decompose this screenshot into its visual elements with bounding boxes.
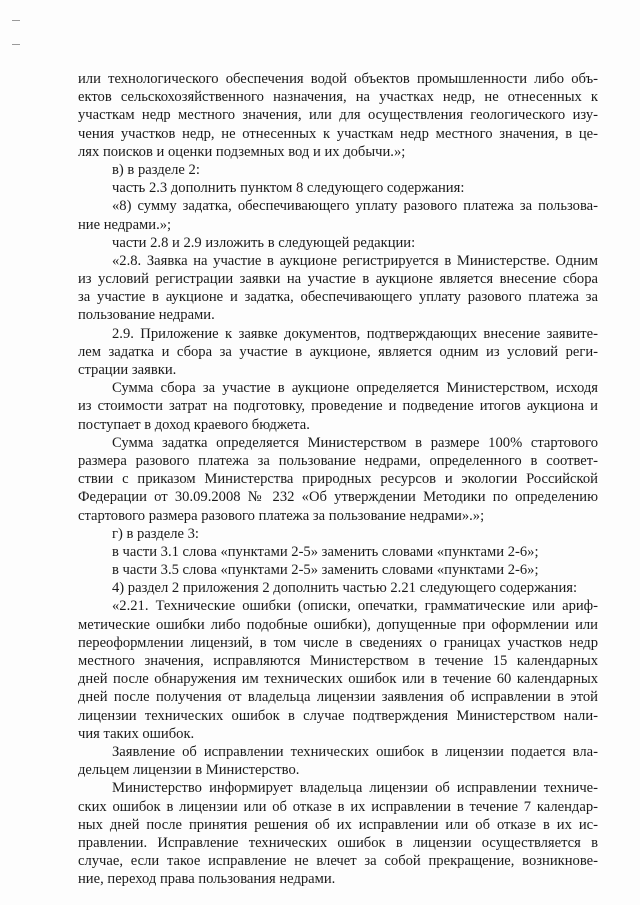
- text-line: ние, переход права пользования недрами.: [78, 871, 336, 888]
- text-line: ных дней после принятия решения об их исправлении или об отказе в их ис-: [78, 816, 598, 833]
- text-line: стартового размера разового платежа за пользование недрами».»;: [78, 507, 485, 524]
- text-line: часть 2.3 дополнить пунктом 8 следующего содержания:: [112, 180, 465, 197]
- text-line: Федерации от 30.09.2008 № 232 «Об утверждении Методики по определению: [78, 489, 598, 506]
- text-line: правлении. Исправление технических ошибок в лицензии осуществляется в: [78, 834, 598, 851]
- text-line: ствии с приказом Министерства природных ресурсов и экологии Российской: [78, 471, 598, 488]
- text-line: 4) раздел 2 приложения 2 дополнить частью 2.21 следующего содержания:: [112, 580, 578, 597]
- scan-mark: [12, 20, 20, 21]
- text-line: в части 3.1 слова «пунктами 2-5» заменить словами «пунктами 2-6»;: [112, 543, 539, 560]
- text-line: ние недрами.»;: [78, 216, 172, 233]
- text-line: лях поисков и оценки подземных вод и их добычи.»;: [78, 143, 406, 160]
- text-line: 2.9. Приложение к заявке документов, подтверждающих внесение заявите-: [112, 325, 598, 342]
- text-line: из стоимости затрат на подготовку, проведение и подведение итогов аукциона и: [78, 398, 598, 415]
- text-line: «8) сумму задатка, обеспечивающего уплату разового платежа за пользова-: [112, 198, 598, 215]
- text-line: за участие в аукционе и задатка, обеспечивающего уплату разового платежа за: [78, 289, 598, 306]
- text-line: г) в разделе 3:: [112, 525, 199, 542]
- text-line: местного значения, исправляются Министерством в течение 15 календарных: [78, 653, 598, 669]
- text-line: случае, если такое исправление не влечет за собой прекращение, возникнове-: [78, 853, 598, 870]
- text-line: дельцем лицензии в Министерство.: [78, 762, 300, 779]
- text-line: «2.21. Технические ошибки (описки, опечатки, грамматические или ариф-: [112, 598, 598, 615]
- text-line: ских ошибок в лицензии или об отказе в их исправлении в течение 7 календар-: [78, 798, 598, 815]
- text-line: лицензии технических ошибок в случае подтверждения Министерством нали-: [78, 707, 598, 724]
- text-line: Заявление об исправлении технических ошибок в лицензии подается вла-: [112, 743, 598, 760]
- text-line: чия таких ошибок.: [78, 725, 195, 742]
- text-line: участкам недр местного значения, или для осуществления геологического изу-: [78, 107, 598, 124]
- text-line: поступает в доход краевого бюджета.: [78, 416, 310, 433]
- text-line: дней после обнаружения им технических ошибок или в течение 60 календарных: [78, 671, 598, 688]
- text-line: лем задатка и сбора за участие в аукционе, является одним из условий реги-: [78, 343, 598, 360]
- text-line: Сумма задатка определяется Министерством в размере 100% стартового: [112, 434, 598, 451]
- text-line: в части 3.5 слова «пунктами 2-5» заменить словами «пунктами 2-6»;: [112, 562, 539, 579]
- text-line: чения участков недр, не отнесенных к участкам недр местного значения, в це-: [78, 125, 598, 142]
- text-line: из условий регистрации заявки на участие в аукционе является внесение сбора: [78, 271, 598, 288]
- text-line: части 2.8 и 2.9 изложить в следующей редакции:: [112, 234, 416, 251]
- text-line: дней после получения от владельца лицензии заявления об исправлении в этой: [78, 689, 598, 706]
- text-line: пользование недрами.: [78, 307, 215, 324]
- text-line: Сумма сбора за участие в аукционе определяется Министерством, исходя: [112, 380, 598, 397]
- text-line: переоформлении лицензий, в том числе в сведениях о границах участков недр: [78, 634, 598, 651]
- document-body: [78, 70, 598, 888]
- text-line: или технологического обеспечения водой объектов промышленности либо объ-: [78, 71, 598, 87]
- text-line: Министерство информирует владельца лицензии об исправлении техниче-: [112, 780, 598, 797]
- text-line: в) в разделе 2:: [112, 161, 200, 178]
- text-line: размера разового платежа за пользование недрами, определенного в соответ-: [78, 452, 598, 469]
- text-line: страции заявки.: [78, 362, 177, 378]
- text-line: ектов сельскохозяйственного назначения, на участках недр, не отнесенных к: [78, 89, 598, 106]
- text-line: метические ошибки либо подобные ошибки), допущенные при оформлении или: [78, 616, 598, 633]
- scan-mark: [12, 44, 20, 45]
- text-line: «2.8. Заявка на участие в аукционе регистрируется в Министерстве. Одним: [112, 252, 598, 269]
